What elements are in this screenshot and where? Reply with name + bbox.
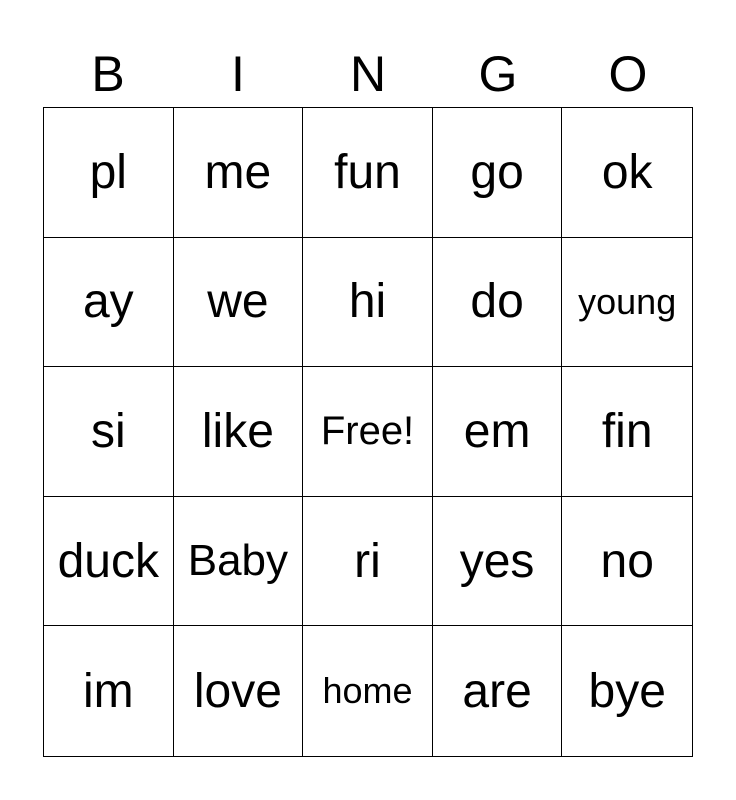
bingo-cell: me: [174, 108, 304, 238]
bingo-cell: like: [174, 367, 304, 497]
bingo-cell: fin: [562, 367, 692, 497]
bingo-cell: are: [433, 626, 563, 756]
bingo-cell: yes: [433, 497, 563, 627]
header-letter-o: O: [608, 46, 648, 102]
bingo-cell: go: [433, 108, 563, 238]
bingo-cell: ok: [562, 108, 692, 238]
bingo-cell: im: [44, 626, 174, 756]
bingo-cell: hi: [303, 238, 433, 368]
header-letter-n: N: [349, 46, 387, 102]
header-letter-g: G: [478, 46, 518, 102]
bingo-cell: young: [562, 238, 692, 368]
bingo-cell: duck: [44, 497, 174, 627]
bingo-header: [43, 44, 693, 104]
bingo-cell: home: [303, 626, 433, 756]
bingo-cell: ay: [44, 238, 174, 368]
bingo-cell: ri: [303, 497, 433, 627]
header-letter-i: I: [231, 46, 245, 102]
free-space-cell: Free!: [303, 367, 433, 497]
header-letter-b: B: [91, 46, 125, 102]
bingo-cell: bye: [588, 664, 666, 718]
bingo-cell: em: [433, 367, 563, 497]
bingo-cell: do: [433, 238, 563, 368]
bingo-cell: Baby: [174, 497, 304, 627]
bingo-cell: no: [562, 497, 692, 627]
bingo-cell: pl: [44, 108, 174, 238]
bingo-cell: we: [174, 238, 304, 368]
bingo-cell: fun: [303, 108, 433, 238]
bingo-grid: [43, 107, 693, 757]
bingo-cell: love: [174, 626, 304, 756]
bingo-cell: si: [44, 367, 174, 497]
